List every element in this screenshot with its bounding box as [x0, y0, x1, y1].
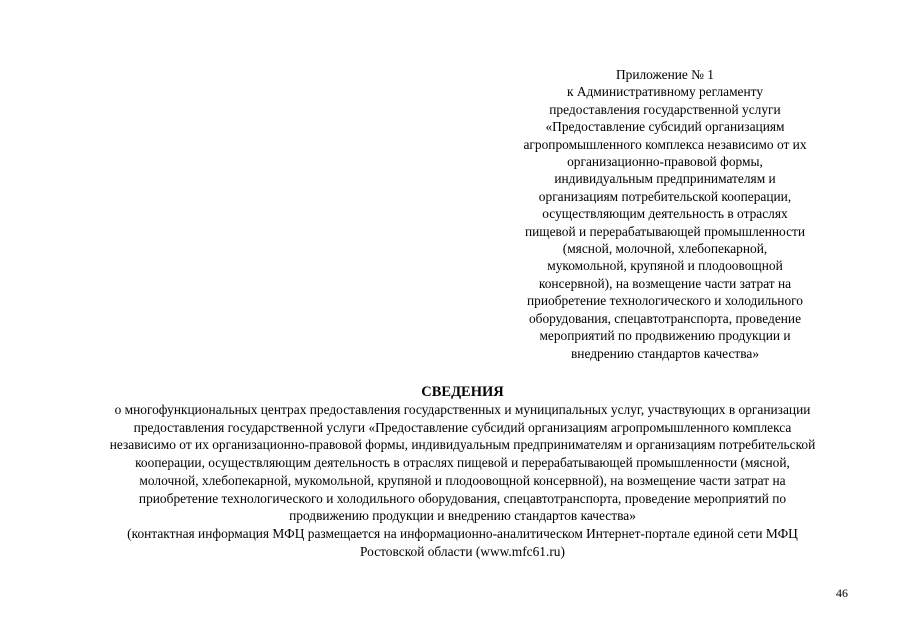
section-body: [40, 401, 885, 560]
section-line: независимо от их организационно-правовой формы, индивидуальным предпринимателям и организациям потребительской: [109, 437, 816, 453]
appendix-line: к Административному регламенту: [566, 84, 764, 100]
appendix-line: мероприятий по продвижению продукции и: [539, 328, 791, 344]
appendix-line: предоставления государственной услуги: [549, 101, 781, 117]
appendix-line: консервной), на возмещение части затрат на: [538, 275, 792, 291]
appendix-line: приобретение технологического и холодильного: [527, 293, 803, 309]
appendix-line: оборудования, спецавтотранспорта, проведение: [528, 310, 802, 326]
section-line: приобретение технологического и холодильного оборудования, спецавтотранспорта, проведение мероприятий по: [138, 490, 787, 506]
appendix-line: индивидуальным предпринимателям и: [554, 171, 776, 187]
appendix-line: организационно-правовой формы,: [567, 154, 763, 170]
appendix-header: [480, 66, 850, 362]
section-line: продвижению продукции и внедрению стандартов качества»: [289, 508, 636, 524]
section-title: СВЕДЕНИЯ: [421, 384, 504, 400]
appendix-line: пищевой и перерабатывающей промышленности: [524, 223, 806, 239]
section-line: Ростовской области (www.mfc61.ru): [360, 543, 565, 559]
section-line: кооперации, осуществляющим деятельность в отраслях пищевой и перерабатывающей промышленности (мясной,: [135, 455, 790, 471]
appendix-line: организациям потребительской кооперации,: [538, 188, 792, 204]
appendix-line: осуществляющим деятельность в отраслях: [542, 206, 788, 222]
appendix-line: Приложение № 1: [615, 67, 715, 82]
appendix-line: «Предоставление субсидий организациям: [545, 119, 785, 135]
section-line: (контактная информация МФЦ размещается на информационно-аналитическом Интернет-портале единой сети МФЦ: [127, 525, 798, 541]
section-line: молочной, хлебопекарной, мукомольной, крупяной и плодоовощной консервной), на возмещение части затрат на: [139, 472, 786, 488]
information-section: [40, 383, 885, 560]
appendix-line: (мясной, молочной, хлебопекарной,: [562, 241, 768, 257]
appendix-line: внедрению стандартов качества»: [570, 345, 760, 361]
appendix-line: агропромышленного комплекса независимо от их: [523, 136, 807, 152]
page-number: 46: [836, 586, 848, 600]
section-line: о многофункциональных центрах предоставления государственных и муниципальных услуг, участвующих в организации: [114, 402, 811, 417]
appendix-line: мукомольной, крупяной и плодоовощной: [547, 258, 783, 274]
section-line: предоставления государственной услуги «Предоставление субсидий организациям агропромышленного комплекса: [133, 419, 792, 435]
